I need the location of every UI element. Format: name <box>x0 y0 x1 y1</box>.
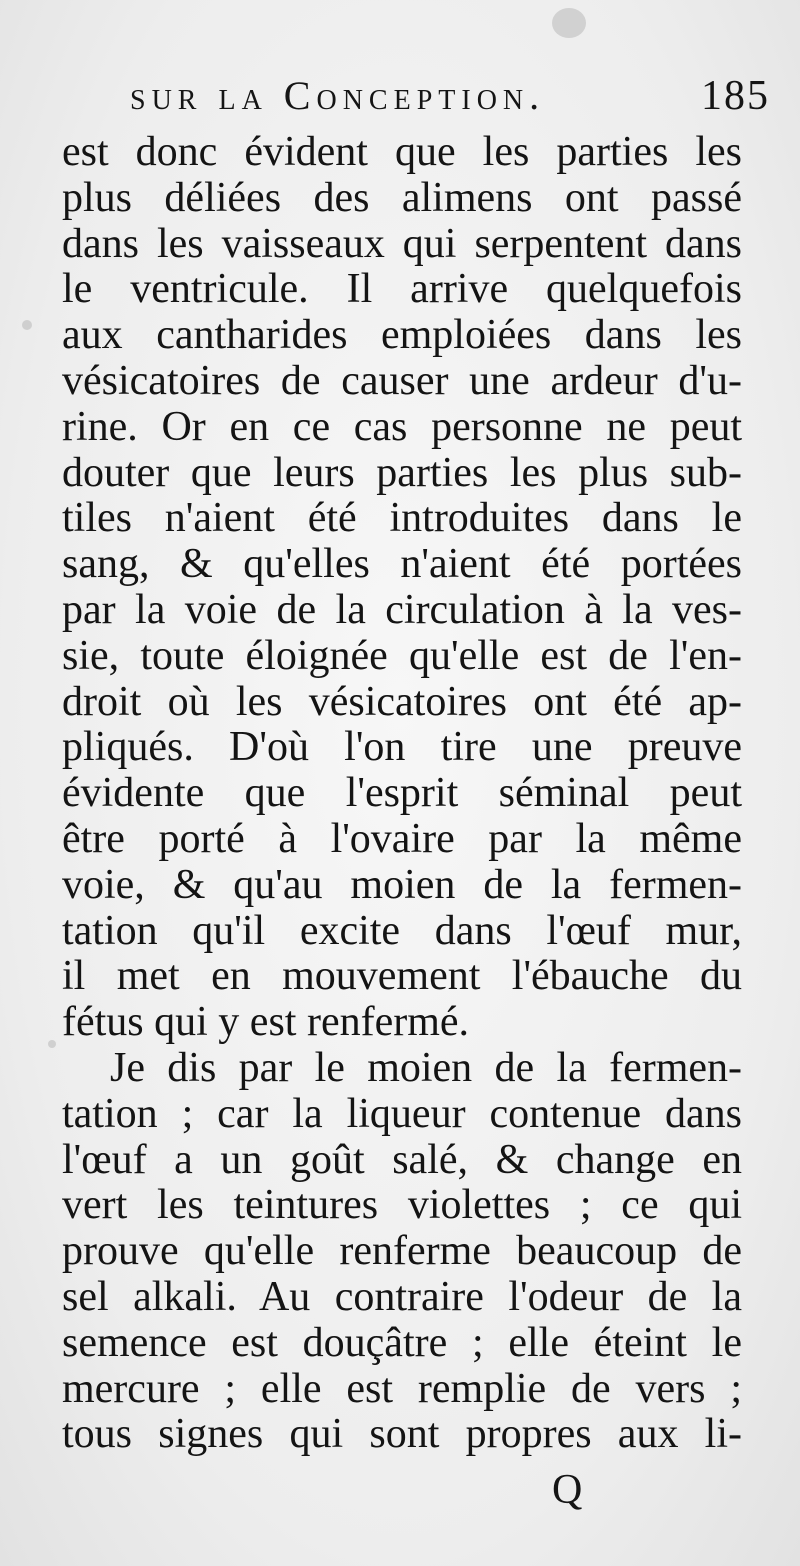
text-line: voie, & qu'au moien de la fermen- <box>62 861 742 908</box>
text-line: être porté à l'ovaire par la même <box>62 815 742 862</box>
text-line: sang, & qu'elles n'aient été portées <box>62 541 742 588</box>
text-line: semence est douçâtre ; elle éteint le <box>62 1319 742 1366</box>
text-line: mercure ; elle est remplie de vers ; <box>62 1365 742 1412</box>
body-text <box>62 130 742 1458</box>
signature-mark: Q <box>552 1467 583 1513</box>
text-line: droit où les vésicatoires ont été ap- <box>62 678 742 725</box>
ink-speck <box>48 1040 56 1048</box>
text-line: le ventricule. Il arrive quelquefois <box>62 266 742 313</box>
text-line: aux cantharides emploiées dans les <box>62 312 742 359</box>
text-line: vésicatoires de causer une ardeur d'u- <box>62 357 742 404</box>
page-number: 185 <box>701 73 770 119</box>
text-line: est donc évident que les parties les <box>62 129 742 175</box>
text-line: douter que leurs parties les plus sub- <box>62 449 742 496</box>
text-line: plus déliées des alimens ont passé <box>62 174 742 221</box>
ink-speck <box>552 8 586 38</box>
text-line: sel alkali. Au contraire l'odeur de la <box>62 1273 742 1320</box>
text-line: tation ; car la liqueur contenue dans <box>62 1090 742 1137</box>
text-line: prouve qu'elle renferme beaucoup de <box>62 1228 742 1275</box>
ink-speck <box>22 320 32 330</box>
text-line: fétus qui y est renfermé. <box>62 999 470 1046</box>
text-line: évidente que l'esprit séminal peut <box>62 770 742 817</box>
text-line: vert les teintures violettes ; ce qui <box>62 1182 742 1229</box>
text-line: Je dis par le moien de la fermen- <box>110 1044 742 1091</box>
text-line: tous signes qui sont propres aux li- <box>62 1411 742 1458</box>
text-line: tiles n'aient été introduites dans le <box>62 495 742 542</box>
running-head <box>130 72 770 132</box>
text-line: sie, toute éloignée qu'elle est de l'en- <box>62 632 742 679</box>
text-line: dans les vaisseaux qui serpentent dans <box>62 220 742 267</box>
text-line: tation qu'il excite dans l'œuf mur, <box>62 907 742 954</box>
text-line: pliqués. D'où l'on tire une preuve <box>62 724 742 771</box>
text-line: il met en mouvement l'ébauche du <box>62 953 742 1000</box>
text-line: rine. Or en ce cas personne ne peut <box>62 403 742 450</box>
text-line: l'œuf a un goût salé, & change en <box>62 1136 742 1183</box>
running-title: sur la Conception. <box>130 73 546 118</box>
text-line: par la voie de la circulation à la ves- <box>62 586 742 633</box>
